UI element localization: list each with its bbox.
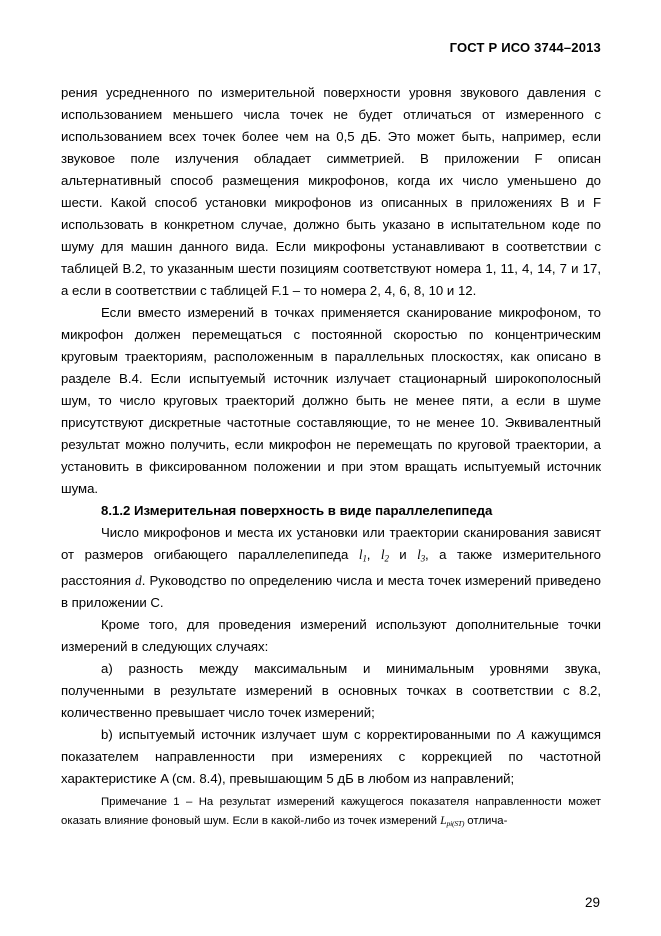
text-run: 2 [384,553,389,564]
text-run: pi(ST) [446,819,465,829]
text-run: и [388,547,418,562]
text-run: рения усредненного по измерительной поверхности уровня звукового давления с использованием меньшего числа точек не будет отличаться от измеренного с использованием всех точек более чем на 0,5 дБ. Это может быть, например, если звуковое поле излучения обладает симметрией. В приложении F описан альтернативный способ размещения микрофонов, когда их число уменьшено до шести. Какой способ установки микрофонов из описанных в приложениях B и F использовать в конкретном случае, должно быть указано в испытательном коде по шуму для машин данного вида. Если микрофоны устанавливают в соответствии с таблицей В.2, то указанным шести позициям соответствуют номера 1, 11, 4, 14, 7 и 17, а если в соответствии с таблицей F.1 – то номера 2, 4, 6, 8, 10 и 12. [61,85,601,298]
text-run: A [516,726,526,742]
paragraph-continuation [61,82,601,302]
text-run: l [358,547,363,562]
paragraph [61,302,601,500]
text-run: кажущимся показателем направленности при измерениях с коррекцией по частотной характеристике A (см. 8.4), превышающим 5 дБ в любом из направлений; [61,726,602,786]
text-run: Число микрофонов и места их установки или траектории сканирования зависят от размеров огибающего параллелепипеда [61,525,601,562]
paragraph [61,522,601,614]
text-run: , [366,547,381,562]
text-run: d [135,572,142,588]
text-run: 3 [420,553,425,564]
document-header: ГОСТ Р ИСО 3744–2013 [449,40,601,55]
text-run: l [417,547,421,562]
text-run: b) испытуемый источник излучает шум с корректированными по [101,726,517,742]
text-run: L [440,815,447,827]
section-heading [61,500,601,522]
page-number: 29 [584,895,600,910]
text-run: Если вместо измерений в точках применяется сканирование микрофоном, то микрофон должен перемещаться с постоянной скоростью по концентрическим круговым траекториям, расположенным в параллельных плоскостях, как описано в разделе В.4. Если испытуемый источник излучает стационарный широкополосный шум, то число круговых траекторий должно быть не менее пяти, а если в шуме присутствуют дискретные частотные составляющие, то не менее 10. Эквивалентный результат можно получить, если микрофон не перемещать по круговой траектории, а установить в фиксированном положении и при этом вращать испытуемый источник шума. [61,305,601,496]
text-run: . Руководство по определению числа и места точек измерений приведено в приложении С. [61,572,601,610]
text-run: , а также измерительного расстояния [61,547,602,588]
paragraph [61,614,601,658]
text-run: l [380,547,385,562]
text-run: Кроме того, для проведения измерений используют дополнительные точки измерений в следующих случаях: [61,616,601,654]
text-run: a) разность между максимальным и минимальным уровнями звука, полученными в результате измерений в основных точках в соответствии с 8.2, количественно превышает число точек измерений; [61,660,601,720]
text-run: отлича- [464,815,508,827]
text-run: 1 [362,553,367,564]
list-item-a [61,658,601,724]
list-item-b [61,724,601,790]
text-run: 8.1.2 Измерительная поверхность в виде параллелепипеда [101,503,493,518]
text-run: Примечание 1 – На результат измерений кажущегося показателя направленности может оказать влияние фоновый шум. Если в какой-либо из точек измерений [61,795,601,827]
note [61,793,601,834]
document-body [61,82,601,834]
